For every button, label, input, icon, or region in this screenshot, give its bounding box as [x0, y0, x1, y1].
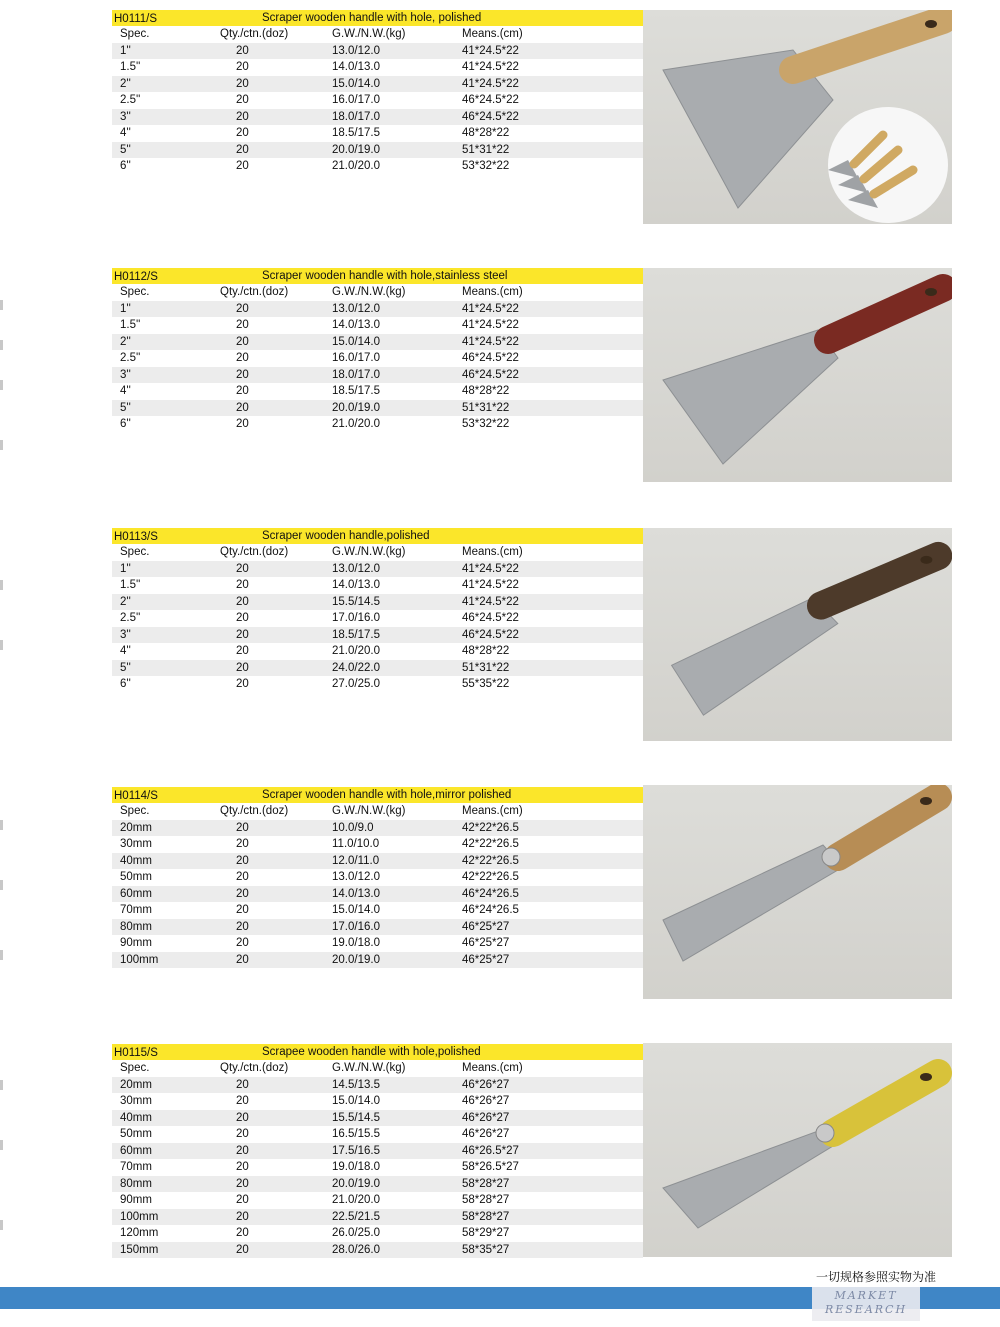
cell-weight: 13.0/12.0	[332, 562, 380, 575]
cell-means: 58*28*27	[462, 1177, 510, 1190]
cell-qty: 20	[236, 821, 249, 834]
handle-shape	[838, 797, 938, 857]
column-header-gw: G.W./N.W.(kg)	[332, 286, 406, 298]
cell-means: 42*22*26.5	[462, 871, 519, 883]
table-row	[112, 919, 643, 936]
spec-table	[112, 787, 643, 968]
column-header-means: Means.(cm)	[462, 805, 523, 817]
hanging-hole	[920, 1073, 932, 1081]
spec-table	[112, 10, 643, 175]
cell-weight: 15.0/14.0	[332, 77, 380, 90]
cell-qty: 20	[236, 94, 249, 106]
cell-weight: 17.0/16.0	[332, 612, 380, 624]
table-row	[112, 836, 643, 853]
cell-means: 46*24*26.5	[462, 887, 519, 900]
cell-means: 46*26*27	[462, 1111, 510, 1124]
table-row	[112, 1159, 643, 1176]
column-header-row	[112, 544, 643, 561]
column-header-spec: Spec.	[120, 805, 150, 817]
table-row	[112, 886, 643, 903]
cell-spec: 120mm	[120, 1227, 159, 1239]
cell-spec: 60mm	[120, 887, 152, 900]
cell-spec: 40mm	[120, 1111, 152, 1124]
cell-means: 41*24.5*22	[462, 61, 519, 73]
cell-qty: 20	[236, 887, 249, 900]
column-header-spec: Spec.	[120, 546, 150, 558]
cell-qty: 20	[236, 61, 249, 73]
cell-weight: 26.0/25.0	[332, 1227, 380, 1239]
cell-spec: 2.5''	[120, 352, 141, 364]
product-photo	[643, 10, 952, 224]
table-row	[112, 1077, 643, 1094]
table-row	[112, 1192, 643, 1209]
cell-weight: 14.0/13.0	[332, 579, 380, 591]
cell-qty: 20	[236, 319, 249, 331]
table-row	[112, 1093, 643, 1110]
product-photo	[643, 1043, 952, 1257]
column-header-means: Means.(cm)	[462, 28, 523, 40]
cell-means: 46*26.5*27	[462, 1144, 519, 1157]
cell-qty: 20	[236, 937, 249, 949]
cell-weight: 21.0/20.0	[332, 645, 380, 657]
scraper-image	[643, 785, 952, 999]
cell-spec: 90mm	[120, 1194, 152, 1206]
cell-means: 46*26*27	[462, 1095, 510, 1107]
cell-spec: 2.5''	[120, 94, 141, 106]
cell-spec: 70mm	[120, 1161, 152, 1173]
cell-spec: 50mm	[120, 871, 152, 883]
table-row	[112, 125, 643, 142]
watermark-line-1: MARKET	[834, 1289, 898, 1302]
scraper-image	[643, 1043, 952, 1257]
cell-means: 48*28*22	[462, 645, 510, 657]
cell-qty: 20	[236, 335, 249, 348]
cell-weight: 19.0/18.0	[332, 937, 380, 949]
cell-spec: 80mm	[120, 1177, 152, 1190]
cell-qty: 20	[236, 352, 249, 364]
product-code: H0113/S	[114, 531, 158, 543]
table-row	[112, 952, 643, 969]
cell-means: 41*24.5*22	[462, 562, 519, 575]
product-description: Scraper wooden handle,polished	[262, 530, 430, 542]
scraper-image	[643, 528, 952, 741]
cell-means: 51*31*22	[462, 401, 510, 414]
cell-means: 42*22*26.5	[462, 821, 519, 834]
cell-qty: 20	[236, 110, 249, 123]
cell-qty: 20	[236, 661, 249, 674]
cell-means: 58*35*27	[462, 1243, 510, 1256]
table-row	[112, 400, 643, 417]
cell-qty: 20	[236, 401, 249, 414]
handle-shape	[821, 556, 938, 606]
table-row	[112, 350, 643, 367]
cell-qty: 20	[236, 385, 249, 397]
cell-weight: 20.0/19.0	[332, 953, 380, 966]
cell-spec: 2''	[120, 595, 131, 608]
cell-means: 46*25*27	[462, 937, 510, 949]
cell-weight: 22.5/21.5	[332, 1210, 380, 1223]
cell-spec: 20mm	[120, 1078, 152, 1091]
cell-spec: 100mm	[120, 1210, 159, 1223]
hanging-hole	[920, 556, 932, 564]
cell-means: 46*26*27	[462, 1128, 510, 1140]
cell-spec: 1''	[120, 302, 131, 315]
cell-weight: 20.0/19.0	[332, 401, 380, 414]
product-header-bar	[112, 10, 643, 26]
table-row	[112, 383, 643, 400]
column-header-qty: Qty./ctn.(doz)	[220, 805, 289, 817]
cell-weight: 13.0/12.0	[332, 44, 380, 57]
cell-means: 41*24.5*22	[462, 44, 519, 57]
column-header-qty: Qty./ctn.(doz)	[220, 286, 289, 298]
cell-means: 46*24.5*22	[462, 94, 519, 106]
cell-spec: 3''	[120, 368, 131, 381]
cell-qty: 20	[236, 1243, 249, 1256]
cell-weight: 19.0/18.0	[332, 1161, 380, 1173]
product-photo	[643, 785, 952, 999]
spec-table	[112, 528, 643, 693]
column-header-means: Means.(cm)	[462, 1062, 523, 1074]
product-description: Scraper wooden handle with hole,mirror polished	[262, 789, 512, 801]
margin-ticks	[0, 0, 3, 1327]
product-description: Scraper wooden handle with hole,stainless steel	[262, 270, 508, 282]
cell-qty: 20	[236, 77, 249, 90]
cell-weight: 24.0/22.0	[332, 661, 380, 674]
column-header-spec: Spec.	[120, 1062, 150, 1074]
cell-means: 42*22*26.5	[462, 854, 519, 867]
cell-spec: 5''	[120, 143, 131, 156]
column-header-qty: Qty./ctn.(doz)	[220, 1062, 289, 1074]
product-photo	[643, 528, 952, 741]
cell-spec: 6''	[120, 678, 131, 690]
table-row	[112, 561, 643, 578]
cell-weight: 17.0/16.0	[332, 920, 380, 933]
product-header-bar	[112, 528, 643, 544]
cell-means: 48*28*22	[462, 385, 510, 397]
column-header-spec: Spec.	[120, 28, 150, 40]
cell-weight: 14.5/13.5	[332, 1078, 380, 1091]
table-row	[112, 367, 643, 384]
cell-means: 46*24.5*22	[462, 628, 519, 641]
cell-weight: 18.0/17.0	[332, 110, 380, 123]
table-row	[112, 43, 643, 60]
table-row	[112, 577, 643, 594]
cell-spec: 2''	[120, 335, 131, 348]
cell-means: 46*25*27	[462, 920, 510, 933]
handle-shape	[828, 288, 943, 340]
cell-weight: 11.0/10.0	[332, 838, 380, 850]
cell-means: 46*25*27	[462, 953, 510, 966]
column-header-row	[112, 803, 643, 820]
cell-weight: 16.0/17.0	[332, 94, 380, 106]
cell-weight: 18.5/17.5	[332, 628, 380, 641]
product-code: H0111/S	[114, 13, 158, 25]
column-header-means: Means.(cm)	[462, 286, 523, 298]
cell-spec: 6''	[120, 160, 131, 172]
hanging-hole	[920, 797, 932, 805]
blade-shape	[663, 1131, 838, 1228]
cell-qty: 20	[236, 368, 249, 381]
cell-weight: 20.0/19.0	[332, 1177, 380, 1190]
cell-weight: 21.0/20.0	[332, 418, 380, 430]
cell-means: 41*24.5*22	[462, 319, 519, 331]
hanging-hole	[925, 20, 937, 28]
cell-spec: 5''	[120, 661, 131, 674]
cell-means: 42*22*26.5	[462, 838, 519, 850]
ferrule-shape	[822, 848, 840, 866]
spec-table	[112, 1044, 643, 1258]
cell-means: 53*32*22	[462, 418, 510, 430]
cell-spec: 6''	[120, 418, 131, 430]
cell-spec: 1''	[120, 44, 131, 57]
cell-spec: 30mm	[120, 838, 152, 850]
cell-weight: 10.0/9.0	[332, 821, 374, 834]
cell-means: 46*24.5*22	[462, 612, 519, 624]
table-row	[112, 594, 643, 611]
cell-means: 46*24.5*22	[462, 368, 519, 381]
footer-note: 一切规格参照实物为准	[816, 1270, 937, 1284]
cell-weight: 14.0/13.0	[332, 887, 380, 900]
table-row	[112, 1126, 643, 1143]
cell-weight: 12.0/11.0	[332, 854, 380, 867]
table-row	[112, 142, 643, 159]
cell-spec: 150mm	[120, 1243, 159, 1256]
column-header-gw: G.W./N.W.(kg)	[332, 28, 406, 40]
cell-weight: 14.0/13.0	[332, 319, 380, 331]
ferrule-shape	[816, 1124, 834, 1142]
cell-spec: 50mm	[120, 1128, 152, 1140]
cell-qty: 20	[236, 678, 249, 690]
cell-qty: 20	[236, 595, 249, 608]
cell-qty: 20	[236, 838, 249, 850]
cell-weight: 15.0/14.0	[332, 1095, 380, 1107]
cell-weight: 15.5/14.5	[332, 595, 380, 608]
cell-weight: 15.0/14.0	[332, 904, 380, 916]
cell-spec: 2.5''	[120, 612, 141, 624]
cell-means: 58*28*27	[462, 1194, 510, 1206]
cell-weight: 16.5/15.5	[332, 1128, 380, 1140]
cell-means: 41*24.5*22	[462, 77, 519, 90]
cell-weight: 20.0/19.0	[332, 143, 380, 156]
product-header-bar	[112, 1044, 643, 1060]
cell-means: 41*24.5*22	[462, 595, 519, 608]
cell-qty: 20	[236, 302, 249, 315]
cell-spec: 5''	[120, 401, 131, 414]
cell-spec: 80mm	[120, 920, 152, 933]
product-header-bar	[112, 268, 643, 284]
column-header-row	[112, 1060, 643, 1077]
cell-spec: 4''	[120, 385, 131, 397]
table-row	[112, 1242, 643, 1259]
watermark-logo	[812, 1287, 920, 1321]
cell-means: 51*31*22	[462, 143, 510, 156]
cell-qty: 20	[236, 628, 249, 641]
cell-qty: 20	[236, 579, 249, 591]
product-code: H0115/S	[114, 1047, 158, 1059]
cell-spec: 60mm	[120, 1144, 152, 1157]
cell-qty: 20	[236, 1128, 249, 1140]
cell-qty: 20	[236, 44, 249, 57]
column-header-gw: G.W./N.W.(kg)	[332, 546, 406, 558]
column-header-qty: Qty./ctn.(doz)	[220, 546, 289, 558]
cell-means: 41*24.5*22	[462, 335, 519, 348]
cell-spec: 40mm	[120, 854, 152, 867]
cell-qty: 20	[236, 1210, 249, 1223]
cell-spec: 1''	[120, 562, 131, 575]
cell-qty: 20	[236, 920, 249, 933]
cell-qty: 20	[236, 160, 249, 172]
column-header-means: Means.(cm)	[462, 546, 523, 558]
cell-spec: 70mm	[120, 904, 152, 916]
scraper-image	[643, 268, 952, 482]
cell-qty: 20	[236, 871, 249, 883]
table-row	[112, 1110, 643, 1127]
cell-qty: 20	[236, 612, 249, 624]
cell-means: 58*28*27	[462, 1210, 510, 1223]
cell-qty: 20	[236, 1144, 249, 1157]
cell-qty: 20	[236, 645, 249, 657]
cell-qty: 20	[236, 418, 249, 430]
cell-means: 58*29*27	[462, 1227, 510, 1239]
table-row	[112, 676, 643, 693]
product-photo	[643, 268, 952, 482]
cell-weight: 28.0/26.0	[332, 1243, 380, 1256]
cell-weight: 18.0/17.0	[332, 368, 380, 381]
table-row	[112, 334, 643, 351]
column-header-qty: Qty./ctn.(doz)	[220, 28, 289, 40]
scraper-image	[643, 10, 952, 224]
column-header-spec: Spec.	[120, 286, 150, 298]
product-code: H0112/S	[114, 271, 158, 283]
table-row	[112, 1176, 643, 1193]
table-row	[112, 660, 643, 677]
cell-qty: 20	[236, 1194, 249, 1206]
blade-shape	[663, 845, 843, 961]
cell-spec: 100mm	[120, 953, 159, 966]
cell-means: 41*24.5*22	[462, 302, 519, 315]
cell-weight: 21.0/20.0	[332, 160, 380, 172]
table-row	[112, 627, 643, 644]
cell-qty: 20	[236, 953, 249, 966]
cell-spec: 4''	[120, 645, 131, 657]
cell-means: 58*26.5*27	[462, 1161, 519, 1173]
table-row	[112, 1209, 643, 1226]
table-row	[112, 158, 643, 175]
table-row	[112, 109, 643, 126]
product-header-bar	[112, 787, 643, 803]
cell-weight: 15.0/14.0	[332, 335, 380, 348]
hanging-hole	[925, 288, 937, 296]
cell-qty: 20	[236, 1095, 249, 1107]
table-row	[112, 317, 643, 334]
cell-weight: 16.0/17.0	[332, 352, 380, 364]
cell-spec: 90mm	[120, 937, 152, 949]
cell-weight: 17.5/16.5	[332, 1144, 380, 1157]
cell-weight: 14.0/13.0	[332, 61, 380, 73]
table-row	[112, 869, 643, 886]
cell-weight: 13.0/12.0	[332, 871, 380, 883]
cell-weight: 15.5/14.5	[332, 1111, 380, 1124]
table-row	[112, 301, 643, 318]
table-row	[112, 935, 643, 952]
cell-qty: 20	[236, 1161, 249, 1173]
table-row	[112, 853, 643, 870]
cell-means: 46*24.5*22	[462, 352, 519, 364]
blade-shape	[663, 330, 838, 464]
cell-weight: 27.0/25.0	[332, 678, 380, 690]
cell-means: 51*31*22	[462, 661, 510, 674]
table-row	[112, 59, 643, 76]
cell-weight: 21.0/20.0	[332, 1194, 380, 1206]
cell-spec: 2''	[120, 77, 131, 90]
column-header-gw: G.W./N.W.(kg)	[332, 1062, 406, 1074]
product-description: Scrapee wooden handle with hole,polished	[262, 1046, 481, 1058]
handle-shape	[833, 1073, 938, 1133]
table-row	[112, 416, 643, 433]
column-header-gw: G.W./N.W.(kg)	[332, 805, 406, 817]
table-row	[112, 610, 643, 627]
cell-means: 46*26*27	[462, 1078, 510, 1091]
product-description: Scraper wooden handle with hole, polished	[262, 12, 482, 24]
cell-qty: 20	[236, 904, 249, 916]
watermark-line-2: RESEARCH	[824, 1303, 908, 1316]
column-header-row	[112, 26, 643, 43]
cell-means: 46*24*26.5	[462, 904, 519, 916]
cell-qty: 20	[236, 562, 249, 575]
cell-qty: 20	[236, 1227, 249, 1239]
cell-qty: 20	[236, 1111, 249, 1124]
table-row	[112, 820, 643, 837]
table-row	[112, 76, 643, 93]
cell-means: 55*35*22	[462, 678, 510, 690]
table-row	[112, 902, 643, 919]
cell-spec: 30mm	[120, 1095, 152, 1107]
cell-means: 53*32*22	[462, 160, 510, 172]
cell-spec: 20mm	[120, 821, 152, 834]
table-row	[112, 92, 643, 109]
table-row	[112, 643, 643, 660]
cell-spec: 1.5''	[120, 319, 141, 331]
cell-qty: 20	[236, 143, 249, 156]
cell-weight: 18.5/17.5	[332, 385, 380, 397]
cell-spec: 4''	[120, 127, 131, 139]
table-row	[112, 1225, 643, 1242]
cell-spec: 1.5''	[120, 61, 141, 73]
cell-means: 46*24.5*22	[462, 110, 519, 123]
cell-spec: 1.5''	[120, 579, 141, 591]
handle-shape	[793, 20, 943, 70]
cell-means: 48*28*22	[462, 127, 510, 139]
cell-spec: 3''	[120, 110, 131, 123]
table-row	[112, 1143, 643, 1160]
cell-weight: 18.5/17.5	[332, 127, 380, 139]
cell-qty: 20	[236, 1177, 249, 1190]
cell-qty: 20	[236, 127, 249, 139]
spec-table	[112, 268, 643, 433]
cell-qty: 20	[236, 854, 249, 867]
cell-qty: 20	[236, 1078, 249, 1091]
product-code: H0114/S	[114, 790, 158, 802]
column-header-row	[112, 284, 643, 301]
cell-spec: 3''	[120, 628, 131, 641]
cell-means: 41*24.5*22	[462, 579, 519, 591]
cell-weight: 13.0/12.0	[332, 302, 380, 315]
